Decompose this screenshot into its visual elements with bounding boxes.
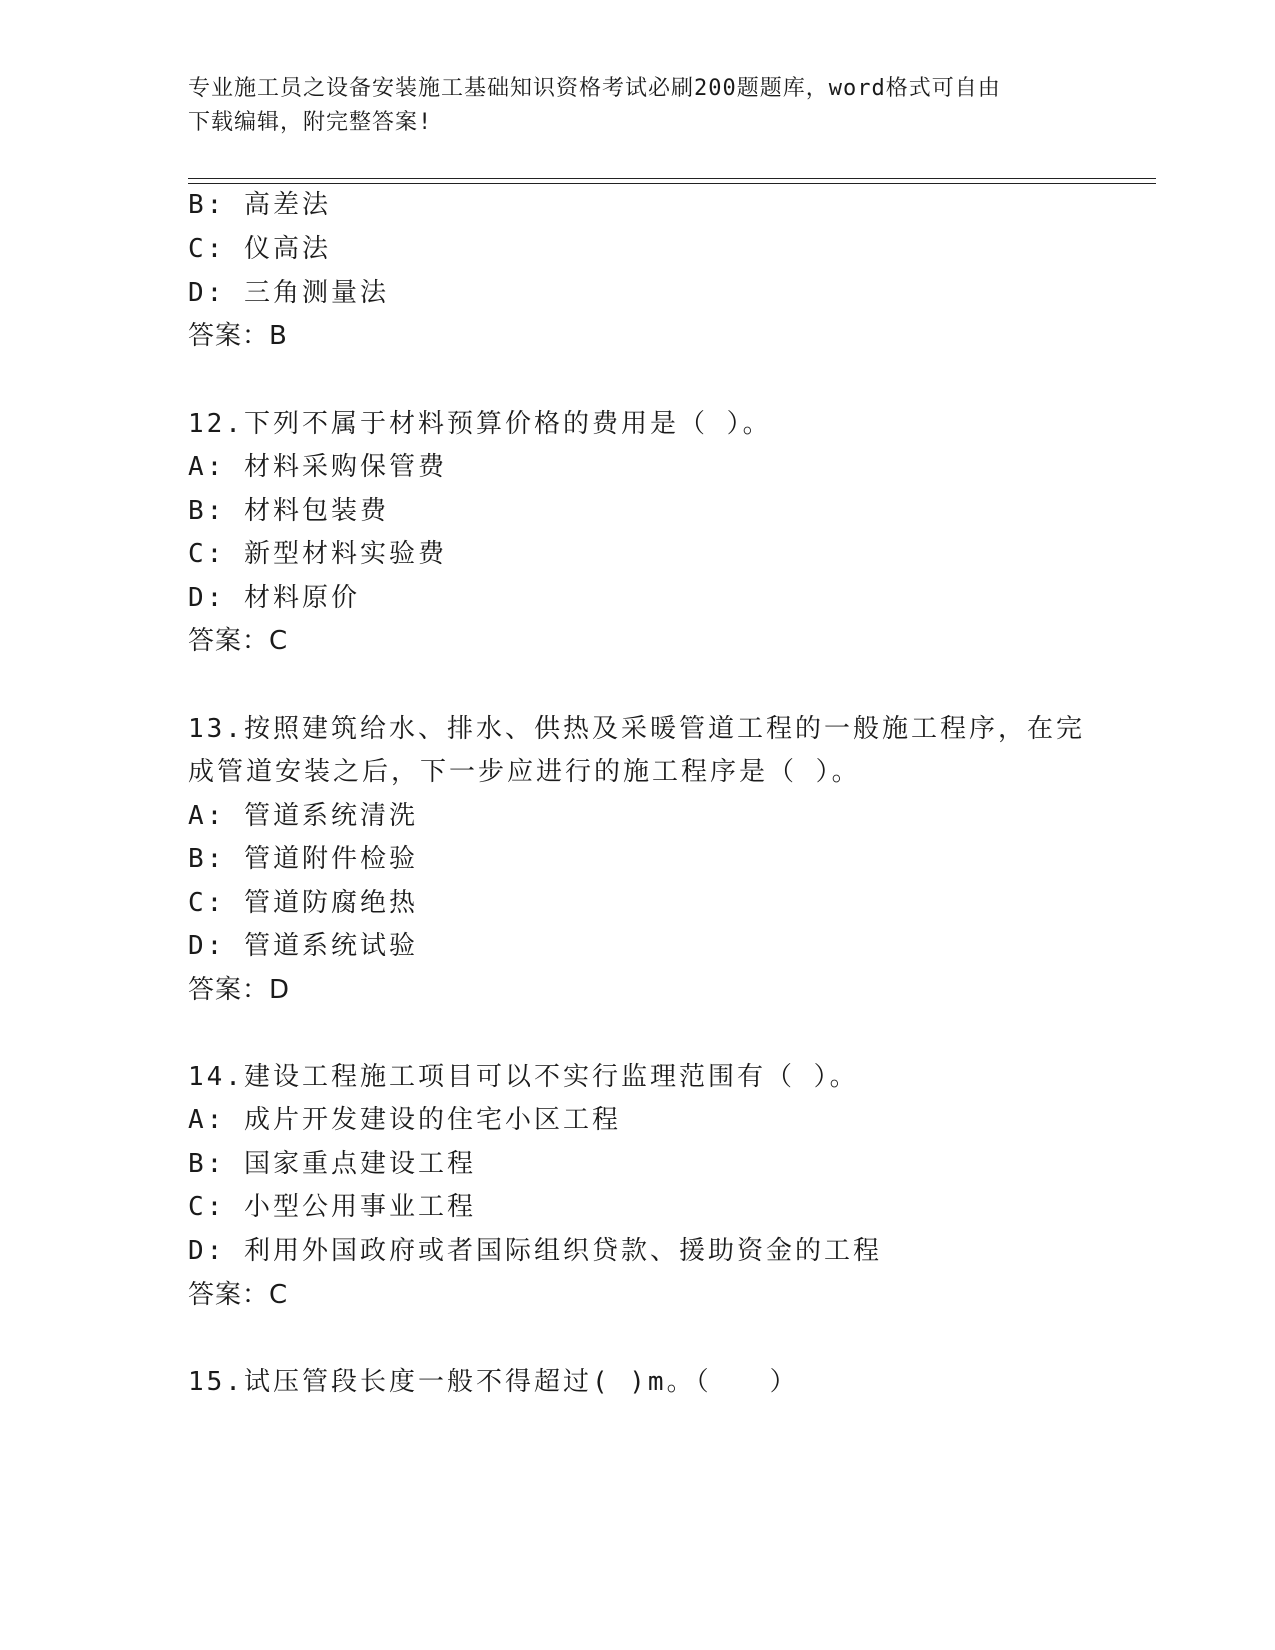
q11-option-c: C: 仪高法 — [188, 234, 331, 264]
q12-option-c: C: 新型材料实验费 — [188, 539, 447, 569]
q15-stem: 15.试压管段长度一般不得超过( )m。（ ） — [188, 1367, 799, 1397]
q11-answer: 答案：B — [188, 321, 288, 351]
header-title-line-1: 专业施工员之设备安装施工基础知识资格考试必刷200题题库，word格式可自由 — [188, 76, 1001, 101]
document-header — [188, 72, 1088, 140]
q13-option-a: A: 管道系统清洗 — [188, 801, 418, 831]
q12-answer: 答案：C — [188, 626, 289, 656]
q13-stem-line-1: 13.按照建筑给水、排水、供热及采暖管道工程的一般施工程序，在完 — [188, 714, 1085, 744]
q14-option-b: B: 国家重点建设工程 — [188, 1149, 476, 1179]
q13-option-c: C: 管道防腐绝热 — [188, 888, 418, 918]
q14-option-d: D: 利用外国政府或者国际组织贷款、援助资金的工程 — [188, 1236, 882, 1266]
header-divider-top — [188, 178, 1156, 179]
q12-option-b: B: 材料包装费 — [188, 496, 389, 526]
header-divider-bottom — [188, 183, 1156, 184]
q12-stem: 12.下列不属于材料预算价格的费用是（ ）。 — [188, 409, 772, 439]
q13-stem-line-2: 成管道安装之后，下一步应进行的施工程序是（ ）。 — [188, 757, 861, 787]
q14-option-a: A: 成片开发建设的住宅小区工程 — [188, 1105, 621, 1135]
q12-option-d: D: 材料原价 — [188, 583, 360, 613]
q13-answer: 答案：D — [188, 975, 291, 1005]
header-title-line-2: 下载编辑，附完整答案! — [188, 110, 433, 135]
q14-option-c: C: 小型公用事业工程 — [188, 1192, 476, 1222]
q14-answer: 答案：C — [188, 1280, 289, 1310]
q13-option-d: D: 管道系统试验 — [188, 931, 418, 961]
q11-option-d: D: 三角测量法 — [188, 278, 389, 308]
q14-stem: 14.建设工程施工项目可以不实行监理范围有（ ）。 — [188, 1062, 859, 1092]
q13-option-b: B: 管道附件检验 — [188, 844, 418, 874]
q11-option-b: B: 高差法 — [188, 190, 331, 220]
q12-option-a: A: 材料采购保管费 — [188, 452, 447, 482]
